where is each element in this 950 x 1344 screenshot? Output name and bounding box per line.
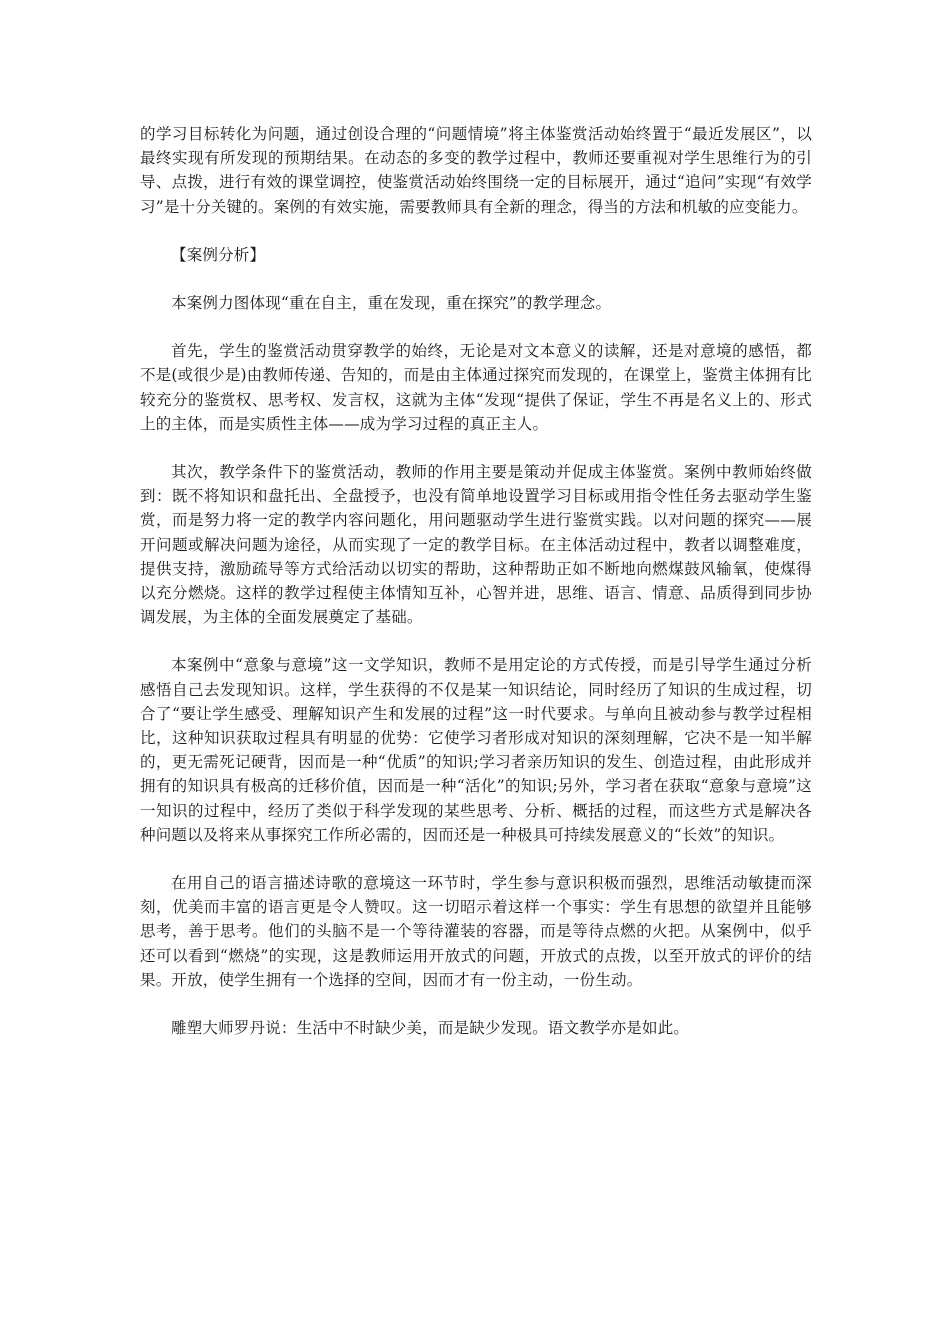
paragraph-continued: 的学习目标转化为问题，通过创设合理的“问题情境”将主体鉴赏活动始终置于“最近发展区”，以最终实现有所发现的预期结果。在动态的多变的教学过程中，教师还要重视对学生思维行为的引导、点拨，进行有效的课堂调控，使鉴赏活动始终围绕一定的目标展开，通过“追问”实现“有效学习”是十分关键的。案例的有效实施，需要教师具有全新的理念，得当的方法和机敏的应变能力。: [140, 125, 812, 216]
paragraph-teaching-concept: 本案例力图体现“重在自主，重在发现，重在探究”的教学理念。: [171, 294, 612, 313]
document-body: [140, 122, 812, 1064]
paragraph-firstly: 首先，学生的鉴赏活动贯穿教学的始终，无论是对文本意义的读解，还是对意境的感悟，都不是(或很少是)由教师传递、告知的，而是由主体通过探究而发现的，在课堂上，鉴赏主体拥有比较充分的鉴赏权、思考权、发言权，这就为主体“发现“提供了保证，学生不再是名义上的、形式上的主体，而是实质性主体——成为学习过程的真正主人。: [140, 342, 812, 433]
paragraph-secondly: 其次，教学条件下的鉴赏活动，教师的作用主要是策动并促成主体鉴赏。案例中教师始终做到：既不将知识和盘托出、全盘授予，也没有简单地设置学习目标或用指令性任务去驱动学生鉴赏，而是努力将一定的教学内容问题化，用问题驱动学生进行鉴赏实践。以对问题的探究——展开问题或解决问题为途径，从而实现了一定的教学目标。在主体活动过程中，教者以调整难度，提供支持，激励疏导等方式给活动以切实的帮助，这种帮助正如不断地向燃煤鼓风输氧，使煤得以充分燃烧。这样的教学过程使主体情知互补，心智并进，思维、语言、情意、品质得到同步协调发展，为主体的全面发展奠定了基础。: [140, 463, 812, 627]
paragraph-language-description: 在用自己的语言描述诗歌的意境这一环节时，学生参与意识积极而强烈，思维活动敏捷而深刻，优美而丰富的语言更是令人赞叹。这一切昭示着这样一个事实：学生有思想的欲望并且能够思考，善于思考。他们的头脑不是一个等待灌装的容器，而是等待点燃的火把。从案例中，似乎还可以看到“燃烧”的实现，这是教师运用开放式的问题，开放式的点拨，以至开放式的评价的结果。开放，使学生拥有一个选择的空间，因而才有一份主动，一份生动。: [140, 874, 812, 989]
paragraph-imagery-knowledge: 本案例中“意象与意境”这一文学知识，教师不是用定论的方式传授，而是引导学生通过分析感悟自己去发现知识。这样，学生获得的不仅是某一知识结论，同时经历了知识的生成过程，切合了“要让学生感受、理解知识产生和发展的过程”这一时代要求。与单向且被动参与教学过程相比，这种知识获取过程具有明显的优势：它使学习者形成对知识的深刻理解，它决不是一知半解的，更无需死记硬背，因而是一种“优质”的知识;学习者亲历知识的发生、创造过程，由此形成并拥有的知识具有极高的迁移价值，因而是一种“活化”的知识;另外，学习者在获取“意象与意境”这一知识的过程中，经历了类似于科学发现的某些思考、分析、概括的过程，而这些方式是解决各种问题以及将来从事探究工作所必需的，因而还是一种极具可持续发展意义的“长效”的知识。: [140, 656, 812, 844]
paragraph-rodin-quote: 雕塑大师罗丹说：生活中不时缺少美，而是缺少发现。语文教学亦是如此。: [171, 1019, 690, 1038]
section-heading-case-analysis: 【案例分析】: [171, 245, 266, 264]
